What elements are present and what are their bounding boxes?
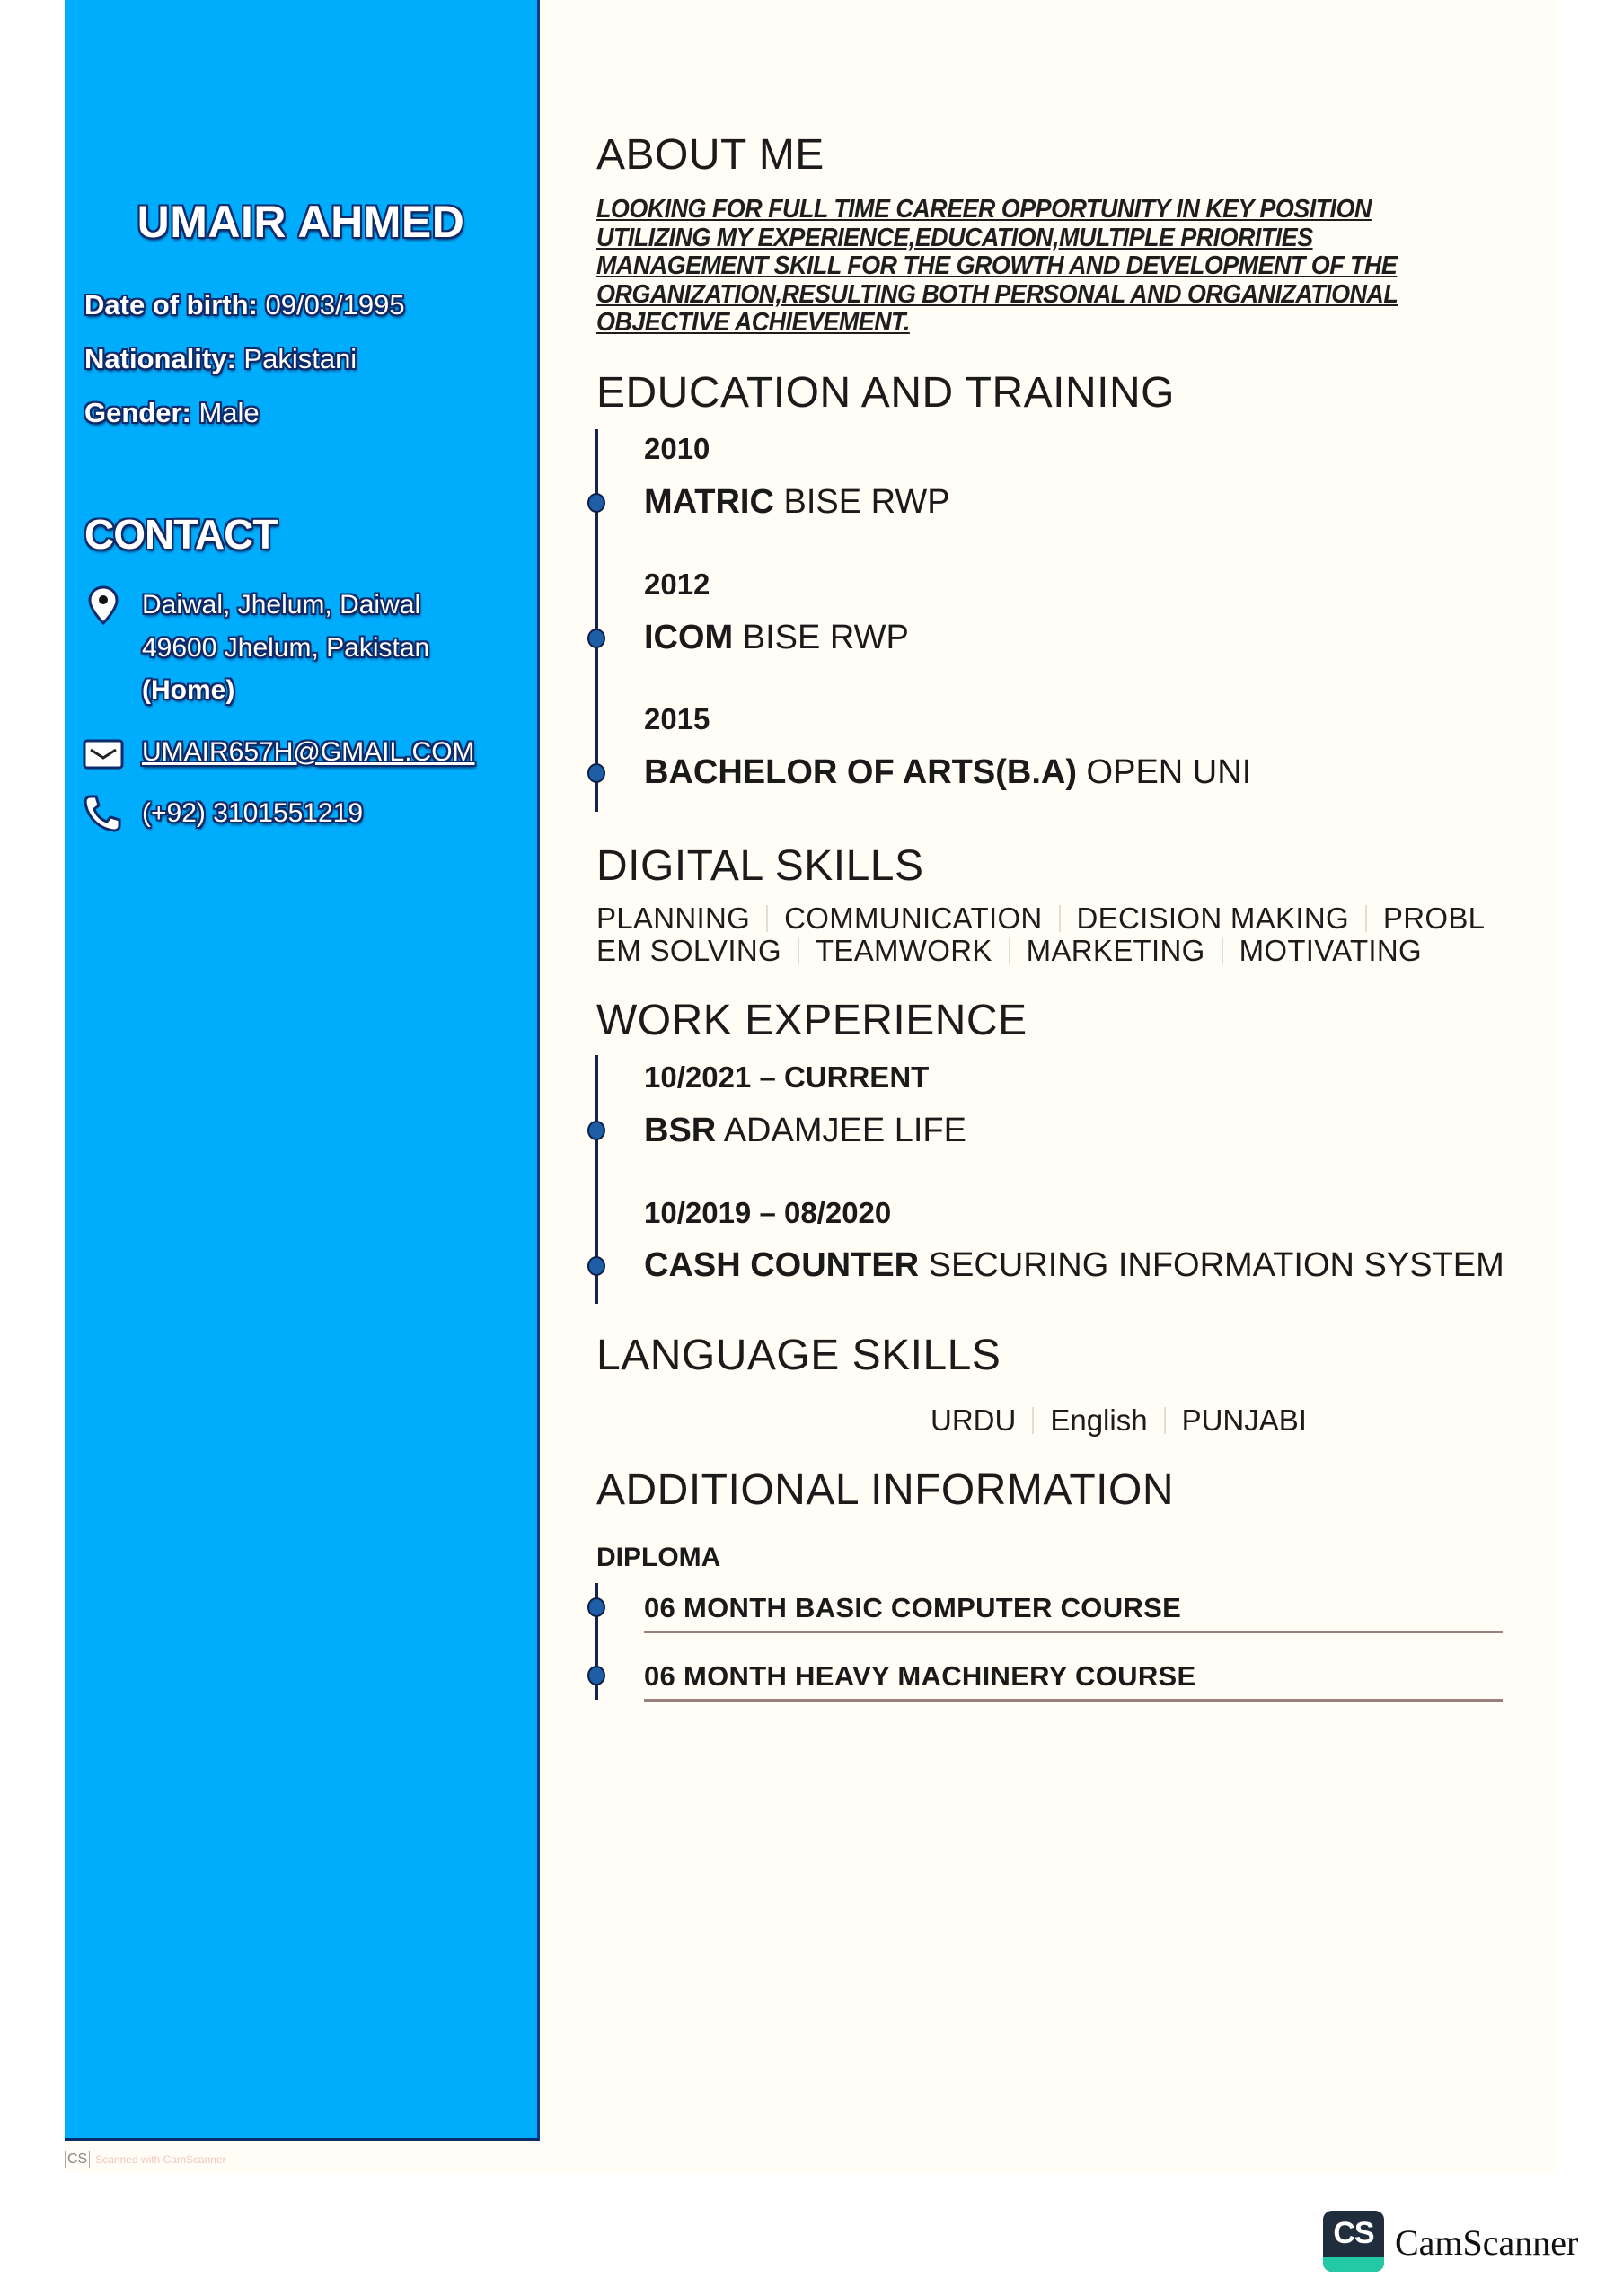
nationality-value: Pakistani	[235, 343, 357, 374]
phone-number: (+92) 3101551219	[142, 798, 364, 828]
employer: ADAMJEE LIFE	[716, 1112, 966, 1149]
work-dates: 10/2021 – CURRENT	[644, 1060, 930, 1094]
skill-separator	[798, 937, 799, 964]
course-item: 06 MONTH HEAVY MACHINERY COURSE	[644, 1660, 1196, 1692]
cs-mark-icon: CS	[65, 2151, 90, 2168]
timeline-dot	[587, 1597, 605, 1617]
skills-row-2	[596, 934, 1422, 968]
education-degree: BACHELOR OF ARTS(B.A)	[644, 753, 1077, 791]
email-link[interactable]: UMAIR657H@GMAIL.COM	[142, 737, 475, 767]
work-entry	[644, 1112, 966, 1150]
education-year: 2012	[644, 567, 710, 601]
gender-value: Male	[190, 397, 260, 428]
envelope-icon	[83, 739, 124, 770]
logo-glyph: CS	[1333, 2216, 1374, 2250]
course-divider	[644, 1631, 1503, 1633]
address-line-3: (Home)	[142, 675, 235, 705]
address-line-1: Daiwal, Jhelum, Daiwal	[142, 590, 421, 620]
language-item: English	[1050, 1403, 1148, 1437]
address-line-2: 49600 Jhelum, Pakistan	[142, 633, 430, 663]
course-divider	[644, 1699, 1503, 1702]
scan-watermark	[65, 2151, 226, 2168]
employer: SECURING INFORMATION SYSTEM	[919, 1246, 1504, 1284]
gender	[84, 397, 260, 429]
digital-skills-heading: DIGITAL SKILLS	[596, 842, 924, 890]
dob-label: Date of birth:	[84, 289, 258, 321]
skill-item: MOTIVATING	[1239, 934, 1422, 967]
skill-item: PLANNING	[596, 902, 751, 935]
education-entry	[644, 483, 950, 522]
timeline-dot	[587, 493, 605, 513]
job-title: CASH COUNTER	[644, 1246, 920, 1284]
scan-watermark-text: Scanned with CamScanner	[95, 2153, 226, 2166]
additional-heading: ADDITIONAL INFORMATION	[596, 1466, 1175, 1514]
camscanner-brand: CamScanner	[1395, 2222, 1579, 2263]
education-institution: OPEN UNI	[1077, 753, 1252, 791]
skill-separator	[1222, 937, 1223, 964]
education-timeline	[595, 429, 598, 812]
timeline-dot	[587, 1121, 605, 1140]
timeline-dot	[587, 1256, 605, 1276]
nationality	[84, 343, 357, 375]
education-institution: BISE RWP	[733, 619, 909, 656]
contact-heading: CONTACT	[84, 511, 278, 558]
skill-item: DECISION MAKING	[1076, 902, 1349, 935]
education-year: 2010	[644, 432, 710, 465]
map-pin-icon	[88, 585, 119, 625]
language-item: PUNJABI	[1181, 1403, 1307, 1437]
phone-icon	[83, 794, 122, 833]
nationality-label: Nationality:	[84, 343, 236, 374]
skill-separator	[1059, 905, 1061, 932]
skill-item: COMMUNICATION	[784, 902, 1043, 935]
skill-item: MARKETING	[1026, 934, 1205, 967]
skills-row-1	[596, 902, 1485, 936]
language-separator	[1032, 1407, 1034, 1434]
job-title: BSR	[644, 1112, 717, 1149]
language-separator	[1164, 1407, 1166, 1434]
education-heading: EDUCATION AND TRAINING	[596, 369, 1175, 417]
timeline-dot	[587, 1666, 605, 1685]
education-year: 2015	[644, 702, 710, 735]
date-of-birth	[84, 289, 405, 321]
sidebar	[65, 0, 540, 2141]
gender-label: Gender:	[84, 397, 191, 428]
work-heading: WORK EXPERIENCE	[596, 997, 1028, 1044]
education-institution: BISE RWP	[773, 483, 950, 521]
language-list	[931, 1403, 1307, 1438]
skill-item: TEAMWORK	[815, 934, 992, 967]
language-heading: LANGUAGE SKILLS	[596, 1332, 1001, 1379]
about-heading: ABOUT ME	[596, 131, 825, 179]
logo-band	[1323, 2257, 1384, 2272]
timeline-dot	[587, 629, 605, 648]
work-entry	[644, 1246, 1504, 1285]
skill-separator	[1009, 937, 1010, 964]
education-degree: ICOM	[644, 619, 734, 656]
skill-item: PROBL	[1382, 902, 1486, 935]
education-entry	[644, 753, 1251, 792]
education-entry	[644, 619, 909, 657]
education-degree: MATRIC	[644, 483, 774, 521]
course-item: 06 MONTH BASIC COMPUTER COURSE	[644, 1592, 1182, 1623]
skill-item: EM SOLVING	[596, 934, 781, 967]
dob-value: 09/03/1995	[257, 289, 405, 321]
skill-separator	[1365, 905, 1367, 932]
language-item: URDU	[931, 1403, 1017, 1437]
camscanner-logo-icon	[1323, 2211, 1384, 2272]
about-text: LOOKING FOR FULL TIME CAREER OPPORTUNITY IN KEY POSITION UTILIZING MY EXPERIENCE,EDUCATION,MULTIPLE PRIORITIES MANAGEMENT SKILL FOR THE GROWTH AND DEVELOPMENT OF THE ORGANIZATION,RESULTING BOTH PERSONAL AND ORGANIZATIONAL OBJECTIVE ACHIEVEMENT.	[596, 195, 1398, 337]
skill-separator	[766, 905, 768, 932]
work-dates: 10/2019 – 08/2020	[644, 1196, 892, 1229]
timeline-dot	[587, 763, 605, 783]
candidate-name: UMAIR AHMED	[137, 197, 465, 247]
diploma-subheading: DIPLOMA	[596, 1543, 721, 1572]
